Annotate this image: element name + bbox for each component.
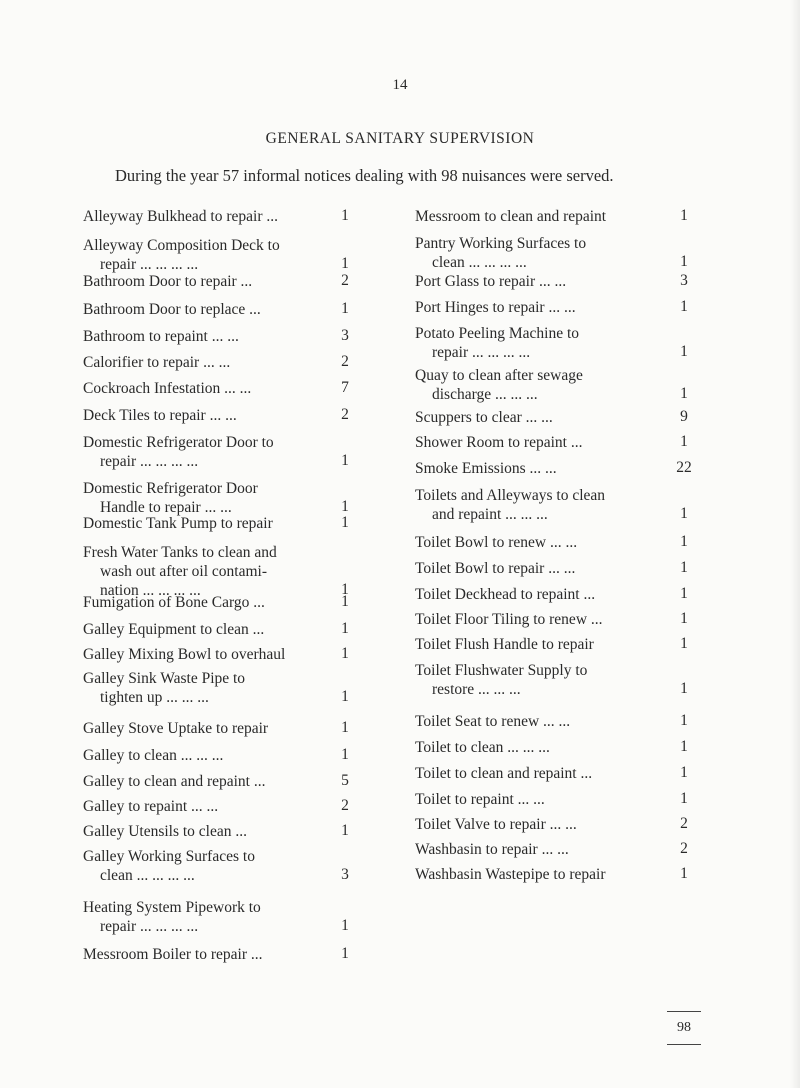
- right-entry-count: 1: [680, 712, 688, 729]
- left-entry-text: Fresh Water Tanks to clean and: [83, 544, 277, 561]
- right-entry-count: 1: [680, 635, 688, 652]
- total-rule-bottom: [667, 1044, 701, 1045]
- left-entry-text: Handle to repair ... ...: [100, 499, 232, 516]
- right-entry-count: 22: [676, 459, 692, 476]
- right-entry-text: Pantry Working Surfaces to: [415, 235, 587, 252]
- left-entry-text: Fumigation of Bone Cargo ...: [83, 594, 265, 611]
- right-entry-count: 1: [680, 433, 688, 450]
- right-entry-count: 1: [680, 585, 688, 602]
- left-entry-count: 1: [341, 917, 349, 934]
- left-entry-text: Galley to repaint ... ...: [83, 798, 219, 815]
- left-entry-text: Domestic Tank Pump to repair: [83, 515, 273, 532]
- right-entry-text: Toilet Valve to repair ... ...: [415, 816, 577, 833]
- right-entry: [415, 486, 605, 524]
- left-entry-text: tighten up ... ... ...: [100, 689, 209, 706]
- right-entry-text: and repaint ... ... ...: [432, 506, 548, 523]
- right-entry-count: 2: [680, 840, 688, 857]
- left-entry-text: Galley Stove Uptake to repair: [83, 720, 269, 737]
- right-entry: [415, 840, 569, 859]
- right-entry: [415, 366, 583, 404]
- left-entry-text: Heating System Pipework to: [83, 899, 261, 916]
- right-entry-count: 9: [680, 408, 688, 425]
- intro-paragraph: During the year 57 informal notices dealing with 98 nuisances were served.: [115, 166, 614, 185]
- page-title: GENERAL SANITARY SUPERVISION: [265, 130, 535, 147]
- left-entry-text: Galley Mixing Bowl to overhaul: [83, 646, 286, 663]
- right-entry-count: 1: [680, 680, 688, 697]
- right-entry-text: Toilet Flush Handle to repair: [415, 636, 594, 653]
- right-entry-text: Quay to clean after sewage: [415, 367, 583, 384]
- right-entry-count: 1: [680, 533, 688, 550]
- right-entry-text: Toilet to clean and repaint ...: [415, 765, 593, 782]
- right-entry-count: 1: [680, 559, 688, 576]
- left-entry-count: 1: [341, 207, 349, 224]
- right-entry-count: 1: [680, 610, 688, 627]
- right-entry: [415, 433, 582, 452]
- left-entry-text: nation ... ... ... ...: [100, 582, 201, 599]
- right-entry: [415, 790, 545, 809]
- right-entry: [415, 559, 575, 578]
- right-entry: [415, 610, 603, 629]
- left-entry-count: 1: [341, 498, 349, 515]
- left-entry-count: 1: [341, 581, 349, 598]
- right-entry-text: Scuppers to clear ... ...: [415, 409, 553, 426]
- left-entry-text: Galley Working Surfaces to: [83, 848, 255, 865]
- left-entry-text: Galley Utensils to clean ...: [83, 823, 247, 840]
- right-entry: [415, 533, 577, 552]
- left-entry-text: Galley Sink Waste Pipe to: [83, 670, 246, 687]
- page-edge-shadow: [790, 0, 800, 1088]
- left-entry-text: Messroom Boiler to repair ...: [83, 946, 263, 963]
- right-entry: [415, 712, 570, 731]
- right-entry-text: clean ... ... ... ...: [432, 254, 527, 271]
- right-entry-text: Toilet Bowl to repair ... ...: [415, 560, 576, 577]
- right-entry: [415, 585, 595, 604]
- left-entry-count: 1: [341, 514, 349, 531]
- right-entry-count: 1: [680, 343, 688, 360]
- right-entry: [415, 459, 557, 478]
- total-count: 98: [677, 1020, 691, 1035]
- total-rule-top: [667, 1011, 701, 1012]
- right-entry: [415, 865, 605, 884]
- left-entry-text: Alleyway Composition Deck to: [83, 237, 280, 254]
- left-entry-count: 5: [341, 772, 349, 789]
- right-entry-text: Toilet to clean ... ... ...: [415, 739, 550, 756]
- right-entry: [415, 298, 576, 317]
- right-entry: [415, 207, 606, 226]
- left-entry-count: 2: [341, 406, 349, 423]
- left-entry-count: 1: [341, 300, 349, 317]
- left-entry-count: 1: [341, 452, 349, 469]
- right-entry: [415, 234, 586, 272]
- left-entry-count: 1: [341, 620, 349, 637]
- right-entry: [415, 635, 594, 654]
- right-entry-count: 1: [680, 790, 688, 807]
- left-entry-text: wash out after oil contami-: [100, 563, 268, 580]
- right-entry-text: Port Glass to repair ... ...: [415, 273, 567, 290]
- right-entry-text: Toilet Seat to renew ... ...: [415, 713, 571, 730]
- left-entry-text: clean ... ... ... ...: [100, 867, 195, 884]
- right-entry-text: Messroom to clean and repaint: [415, 208, 607, 225]
- right-entry-count: 3: [680, 272, 688, 289]
- left-entry-text: repair ... ... ... ...: [100, 918, 199, 935]
- right-entry-count: 1: [680, 298, 688, 315]
- right-entry: [415, 764, 592, 783]
- left-entry-count: 7: [341, 379, 349, 396]
- left-entry-text: Cockroach Infestation ... ...: [83, 380, 252, 397]
- right-entry-count: 1: [680, 764, 688, 781]
- left-entry-text: Galley to clean ... ... ...: [83, 747, 224, 764]
- left-entry-text: Galley to clean and repaint ...: [83, 773, 266, 790]
- left-entry-count: 1: [341, 746, 349, 763]
- right-entry: [415, 661, 587, 699]
- right-entry-text: repair ... ... ... ...: [432, 344, 531, 361]
- right-entry: [415, 815, 577, 834]
- right-entry-text: Washbasin Wastepipe to repair: [415, 866, 606, 883]
- left-entry-text: Domestic Refrigerator Door to: [83, 434, 274, 451]
- left-entry-text: Deck Tiles to repair ... ...: [83, 407, 237, 424]
- left-entry-count: 1: [341, 719, 349, 736]
- right-entry-count: 1: [680, 385, 688, 402]
- left-entry-count: 1: [341, 822, 349, 839]
- right-entry-text: restore ... ... ...: [432, 681, 521, 698]
- right-entry-count: 1: [680, 253, 688, 270]
- right-entry-count: 1: [680, 505, 688, 522]
- left-entry-count: 2: [341, 272, 349, 289]
- right-entry: [415, 272, 566, 291]
- right-entry-text: Toilet Bowl to renew ... ...: [415, 534, 578, 551]
- left-entry-text: repair ... ... ... ...: [100, 256, 199, 273]
- left-entry-count: 1: [341, 593, 349, 610]
- left-entry-text: Galley Equipment to clean ...: [83, 621, 265, 638]
- right-entry-count: 1: [680, 738, 688, 755]
- left-entry-text: Bathroom Door to repair ...: [83, 273, 253, 290]
- left-entry-count: 2: [341, 353, 349, 370]
- left-entry-count: 1: [341, 645, 349, 662]
- right-entry-text: Shower Room to repaint ...: [415, 434, 583, 451]
- left-entry-text: Alleyway Bulkhead to repair ...: [83, 208, 278, 225]
- right-entry-count: 1: [680, 207, 688, 224]
- right-entry: [415, 408, 553, 427]
- right-entry-text: Toilet Flushwater Supply to: [415, 662, 588, 679]
- right-entry-text: Toilet Deckhead to repaint ...: [415, 586, 596, 603]
- left-entry-text: repair ... ... ... ...: [100, 453, 199, 470]
- right-entry-text: Toilets and Alleyways to clean: [415, 487, 606, 504]
- left-entry-count: 1: [341, 688, 349, 705]
- right-entry-count: 2: [680, 815, 688, 832]
- right-entry-text: Smoke Emissions ... ...: [415, 460, 557, 477]
- left-entry-text: Calorifier to repair ... ...: [83, 354, 231, 371]
- right-entry-text: Toilet Floor Tiling to renew ...: [415, 611, 603, 628]
- left-entry-count: 3: [341, 327, 349, 344]
- right-entry-text: discharge ... ... ...: [432, 386, 538, 403]
- page-number: 14: [392, 77, 408, 93]
- right-entry-text: Port Hinges to repair ... ...: [415, 299, 576, 316]
- right-entry: [415, 324, 579, 362]
- right-entry-text: Potato Peeling Machine to: [415, 325, 580, 342]
- left-entry-count: 1: [341, 255, 349, 272]
- left-entry-count: 1: [341, 945, 349, 962]
- right-entry: [415, 738, 550, 757]
- left-entry-text: Bathroom to repaint ... ...: [83, 328, 239, 345]
- left-entry-count: 3: [341, 866, 349, 883]
- right-entry-text: Washbasin to repair ... ...: [415, 841, 569, 858]
- right-entry-count: 1: [680, 865, 688, 882]
- right-entry-text: Toilet to repaint ... ...: [415, 791, 545, 808]
- left-entry-count: 2: [341, 797, 349, 814]
- left-entry-text: Domestic Refrigerator Door: [83, 480, 258, 497]
- left-entry-text: Bathroom Door to replace ...: [83, 301, 261, 318]
